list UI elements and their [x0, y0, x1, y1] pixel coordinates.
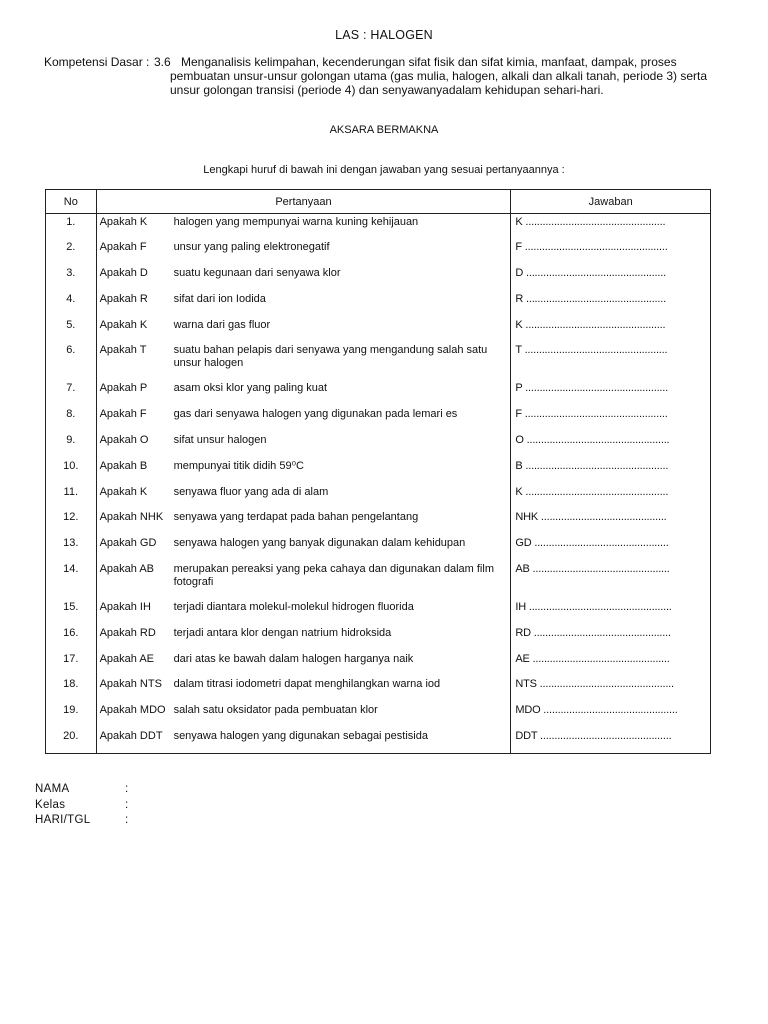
row-number-text: 7. — [66, 382, 76, 395]
row-number — [46, 291, 97, 317]
answer-cell[interactable] — [511, 214, 711, 240]
row-number — [46, 484, 97, 510]
table-row — [46, 291, 711, 317]
question-text: terjadi antara klor dengan natrium hidroksida — [173, 626, 392, 639]
answer-cell[interactable] — [511, 432, 711, 458]
kompetensi-line: Menganalisis kelimpahan, kecenderungan sifat fisik dan sifat kimia, manfaat, dampak, proses — [181, 55, 677, 69]
row-number-text: 14. — [63, 563, 79, 576]
row-number — [46, 214, 97, 240]
question-table — [45, 189, 711, 754]
question-prefix: Apakah IH — [99, 601, 151, 614]
question-prefix: Apakah K — [99, 485, 148, 498]
row-number-text: 6. — [66, 344, 76, 357]
row-number-text: 5. — [66, 318, 76, 331]
question-text: sifat dari ion Iodida — [173, 292, 266, 305]
answer-blank[interactable]: AB ................................................ — [515, 563, 670, 576]
question-cell — [96, 342, 511, 380]
answer-cell[interactable] — [511, 342, 711, 380]
answer-cell[interactable] — [511, 561, 711, 599]
kompetensi-text — [170, 55, 731, 97]
answer-cell[interactable] — [511, 484, 711, 510]
answer-blank[interactable]: RD ................................................ — [515, 626, 671, 639]
answer-cell[interactable] — [511, 702, 711, 728]
row-number-text: 18. — [63, 678, 79, 691]
row-number — [46, 676, 97, 702]
answer-blank[interactable]: B .................................................. — [515, 459, 669, 472]
question-prefix: Apakah RD — [99, 626, 156, 639]
answer-cell[interactable] — [511, 380, 711, 406]
question-text: senyawa yang terdapat pada bahan pengelantang — [173, 511, 419, 524]
section-subtitle: AKSARA BERMAKNA — [329, 124, 439, 136]
answer-cell[interactable] — [511, 291, 711, 317]
row-number — [46, 535, 97, 561]
question-text: gas dari senyawa halogen yang digunakan pada lemari es — [173, 408, 458, 421]
table-row — [46, 380, 711, 406]
row-number-text: 15. — [63, 601, 79, 614]
question-prefix: Apakah DDT — [99, 730, 163, 743]
answer-blank[interactable]: O .................................................. — [515, 434, 670, 447]
nama-label: NAMA — [35, 783, 70, 795]
question-cell — [96, 535, 511, 561]
question-cell — [96, 484, 511, 510]
answer-blank[interactable]: MDO ............................................... — [515, 704, 678, 717]
instruction-text: Lengkapi huruf di bawah ini dengan jawaban yang sesuai pertanyaannya : — [203, 164, 565, 176]
question-text: unsur yang paling elektronegatif — [173, 241, 330, 254]
row-number-text: 10. — [63, 459, 79, 472]
footer-row-kelas — [35, 798, 135, 814]
question-cell — [96, 380, 511, 406]
answer-cell[interactable] — [511, 239, 711, 265]
row-number-text: 19. — [63, 704, 79, 717]
question-text: mempunyai titik didih 59⁰C — [173, 459, 304, 472]
table-row — [46, 676, 711, 702]
answer-cell[interactable] — [511, 651, 711, 677]
page-title: LAS : HALOGEN — [335, 28, 433, 42]
kelas-colon: : — [125, 798, 129, 811]
row-number-text: 13. — [63, 537, 79, 550]
row-number — [46, 432, 97, 458]
table-header-row — [46, 190, 711, 214]
row-number-text: 4. — [66, 292, 76, 305]
row-number-text: 9. — [66, 434, 76, 447]
question-prefix: Apakah P — [99, 382, 148, 395]
answer-cell[interactable] — [511, 625, 711, 651]
answer-blank[interactable]: AE ................................................ — [515, 652, 670, 665]
question-cell — [96, 291, 511, 317]
student-info — [35, 782, 135, 829]
row-number — [46, 702, 97, 728]
table-row — [46, 214, 711, 240]
question-text: salah satu oksidator pada pembuatan klor — [173, 704, 378, 717]
question-text: terjadi diantara molekul-molekul hidrogen fluorida — [173, 601, 414, 614]
question-prefix: Apakah R — [99, 292, 148, 305]
row-number — [46, 458, 97, 484]
answer-blank[interactable]: K .................................................. — [515, 485, 669, 498]
question-text: senyawa halogen yang digunakan sebagai pestisida — [173, 730, 428, 743]
row-number — [46, 599, 97, 625]
question-cell — [96, 458, 511, 484]
table-row — [46, 239, 711, 265]
row-number-text: 12. — [63, 511, 79, 524]
answer-blank[interactable]: DDT .............................................. — [515, 730, 672, 743]
question-text: asam oksi klor yang paling kuat — [173, 382, 328, 395]
question-prefix: Apakah F — [99, 241, 147, 254]
answer-blank[interactable]: K ................................................. — [515, 318, 666, 331]
question-prefix: Apakah MDO — [99, 704, 166, 717]
answer-cell[interactable] — [511, 406, 711, 432]
table-row — [46, 406, 711, 432]
question-cell — [96, 265, 511, 291]
header-no: No — [46, 190, 97, 214]
row-number — [46, 406, 97, 432]
question-text: halogen yang mempunyai warna kuning kehijauan — [173, 216, 419, 228]
row-number — [46, 342, 97, 380]
answer-cell[interactable] — [511, 676, 711, 702]
row-number-text: 3. — [66, 267, 76, 280]
question-prefix: Apakah NHK — [99, 511, 164, 524]
answer-cell[interactable] — [511, 599, 711, 625]
question-prefix: Apakah F — [99, 408, 147, 421]
footer-row-hari — [35, 813, 135, 829]
table-row — [46, 561, 711, 599]
answer-cell[interactable] — [511, 265, 711, 291]
answer-blank[interactable]: D ................................................. — [515, 267, 666, 280]
question-text: dari atas ke bawah dalam halogen harganya naik — [173, 652, 414, 665]
row-number-text: 8. — [66, 408, 76, 421]
question-text: suatu kegunaan dari senyawa klor — [173, 267, 341, 280]
answer-blank[interactable]: IH .................................................. — [515, 601, 672, 614]
answer-blank[interactable]: GD ............................................... — [515, 537, 669, 550]
question-cell — [96, 214, 511, 240]
question-prefix: Apakah AE — [99, 652, 154, 665]
answer-cell[interactable] — [511, 458, 711, 484]
table-row — [46, 728, 711, 754]
question-prefix: Apakah GD — [99, 537, 157, 550]
question-cell — [96, 728, 511, 754]
question-cell — [96, 651, 511, 677]
answer-cell[interactable] — [511, 317, 711, 343]
question-cell — [96, 625, 511, 651]
row-number-text: 20. — [63, 730, 79, 743]
question-cell — [96, 509, 511, 535]
row-number — [46, 561, 97, 599]
answer-blank[interactable]: NHK ............................................ — [515, 511, 667, 524]
answer-blank[interactable]: P .................................................. — [515, 382, 668, 395]
answer-blank[interactable]: F .................................................. — [515, 408, 668, 421]
answer-cell[interactable] — [511, 535, 711, 561]
question-prefix: Apakah B — [99, 459, 148, 472]
answer-cell[interactable] — [511, 509, 711, 535]
row-number — [46, 509, 97, 535]
question-text: dalam titrasi iodometri dapat menghilangkan warna iod — [173, 678, 441, 691]
kompetensi-label: Kompetensi Dasar : — [44, 55, 150, 69]
kompetensi-line: pembuatan unsur-unsur golongan utama (gas mulia, halogen, alkali dan alkali tanah, periode 3) serta — [170, 69, 708, 83]
hari-tgl-label: HARI/TGL — [35, 814, 91, 826]
footer-row-nama — [35, 782, 135, 798]
row-number — [46, 380, 97, 406]
row-number-text: 16. — [63, 626, 79, 639]
table-row — [46, 599, 711, 625]
header-question: Pertanyaan — [96, 190, 511, 214]
question-prefix: Apakah K — [99, 216, 148, 228]
question-prefix: Apakah NTS — [99, 678, 162, 691]
table-row — [46, 317, 711, 343]
row-number — [46, 625, 97, 651]
answer-cell[interactable] — [511, 728, 711, 754]
row-number-text: 1. — [66, 216, 76, 228]
question-cell — [96, 432, 511, 458]
question-text: warna dari gas fluor — [173, 318, 271, 331]
header-answer: Jawaban — [511, 190, 711, 214]
answer-blank[interactable]: T .................................................. — [515, 344, 668, 357]
question-prefix: Apakah K — [99, 318, 148, 331]
answer-blank[interactable]: K ................................................. — [515, 216, 666, 228]
question-text: sifat unsur halogen — [173, 434, 267, 447]
table-row — [46, 509, 711, 535]
table-row — [46, 651, 711, 677]
question-cell — [96, 676, 511, 702]
question-cell — [96, 702, 511, 728]
answer-blank[interactable]: F .................................................. — [515, 241, 668, 254]
table-row — [46, 625, 711, 651]
table-row — [46, 432, 711, 458]
row-number-text: 17. — [63, 652, 79, 665]
answer-blank[interactable]: R ................................................. — [515, 292, 666, 305]
question-prefix: Apakah AB — [99, 563, 154, 576]
table-row — [46, 458, 711, 484]
question-prefix: Apakah O — [99, 434, 149, 447]
hari-tgl-colon: : — [125, 814, 129, 826]
table-body — [46, 214, 711, 754]
nama-colon: : — [125, 783, 129, 795]
answer-blank[interactable]: NTS ............................................... — [515, 678, 674, 691]
question-cell — [96, 317, 511, 343]
row-number — [46, 317, 97, 343]
table-row — [46, 702, 711, 728]
table-row — [46, 265, 711, 291]
question-prefix: Apakah T — [99, 344, 147, 357]
question-text: senyawa halogen yang banyak digunakan dalam kehidupan — [173, 537, 466, 550]
question-cell — [96, 406, 511, 432]
question-cell — [96, 561, 511, 599]
question-cell — [96, 599, 511, 625]
row-number-text: 11. — [63, 485, 79, 498]
question-text: suatu bahan pelapis dari senyawa yang mengandung salah satu unsur halogen — [173, 344, 488, 370]
question-text: merupakan pereaksi yang peka cahaya dan digunakan dalam film fotografi — [173, 563, 494, 589]
row-number — [46, 651, 97, 677]
question-cell — [96, 239, 511, 265]
table-row — [46, 342, 711, 380]
kompetensi-line: unsur golongan transisi (periode 4) dan senyawanyadalam kehidupan sehari-hari. — [170, 83, 604, 97]
row-number — [46, 728, 97, 754]
row-number-text: 2. — [66, 241, 76, 254]
kelas-label: Kelas — [35, 798, 66, 811]
kompetensi-number: 3.6 — [154, 55, 171, 69]
table-row — [46, 535, 711, 561]
table-row — [46, 484, 711, 510]
question-prefix: Apakah D — [99, 267, 148, 280]
row-number — [46, 265, 97, 291]
row-number — [46, 239, 97, 265]
question-text: senyawa fluor yang ada di alam — [173, 485, 329, 498]
